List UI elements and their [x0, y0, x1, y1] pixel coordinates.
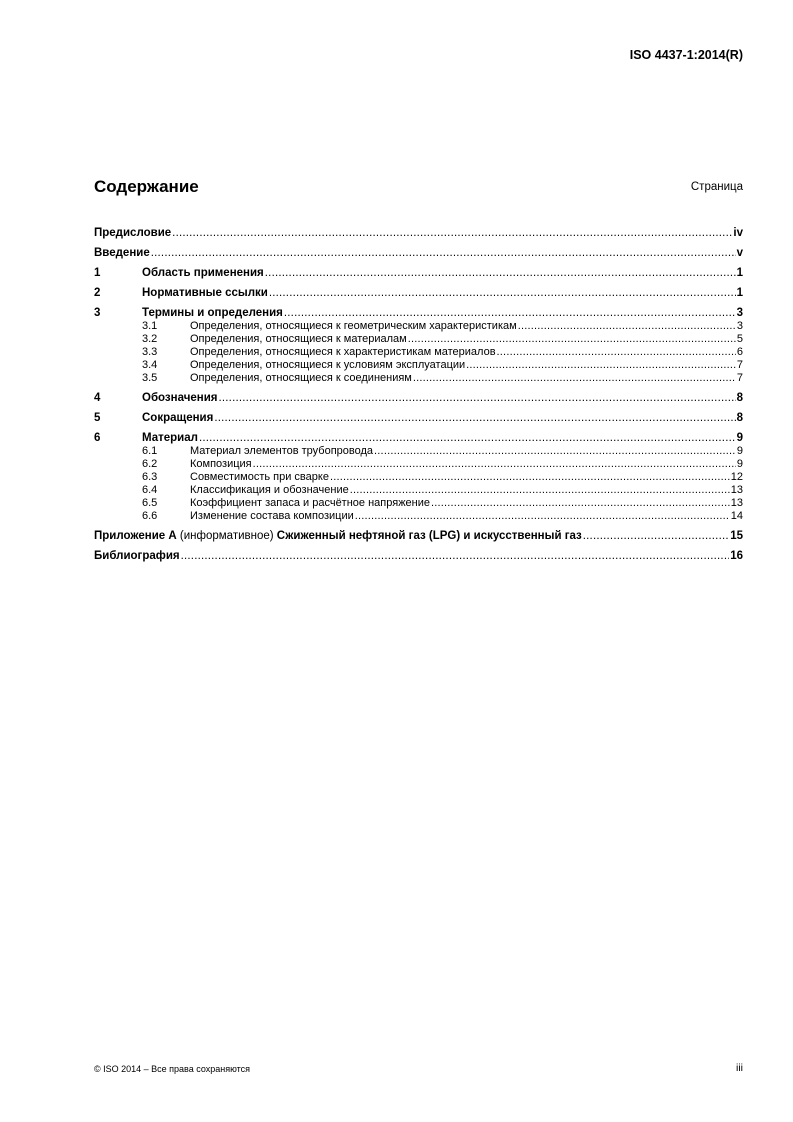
toc-entry-title: Коэффициент запаса и расчётное напряжение: [190, 497, 431, 509]
toc-entry-number: 6.2: [142, 458, 158, 470]
dot-leader: [466, 359, 736, 373]
toc-entry-page: 3: [736, 320, 743, 332]
toc-entry-section-6-2[interactable]: [94, 458, 743, 471]
toc-entry-page: 1: [736, 267, 743, 279]
toc-entry-page: 9: [736, 432, 743, 444]
dot-leader: [583, 529, 729, 543]
toc-entry-title: Определения, относящиеся к характеристикам материалов: [190, 346, 496, 358]
toc-entry-section-1[interactable]: [94, 266, 743, 280]
toc-entry-section-6-4[interactable]: [94, 484, 743, 497]
dot-leader: [199, 431, 736, 445]
dot-leader: [408, 333, 736, 347]
toc-entry-title: [94, 529, 582, 543]
toc-entry-page: 13: [730, 497, 743, 509]
toc-entry-title: Сокращения: [142, 412, 214, 424]
toc-entry-annex-a[interactable]: [94, 529, 743, 543]
annex-note: (информативное): [179, 530, 274, 542]
dot-leader: [413, 372, 736, 386]
toc-entry-number: 6: [94, 432, 101, 444]
toc-entry-title: Термины и определения: [142, 307, 283, 319]
toc-entry-number: 2: [94, 287, 101, 299]
dot-leader: [330, 471, 730, 485]
dot-leader: [518, 320, 736, 334]
dot-leader: [265, 266, 736, 280]
toc-entry-foreword[interactable]: [94, 226, 743, 240]
toc-entry-title: Классификация и обозначение: [190, 484, 349, 496]
toc-entry-title: Совместимость при сварке: [190, 471, 329, 483]
toc-entry-number: 4: [94, 392, 101, 404]
toc-entry-title: Определения, относящиеся к соединениям: [190, 372, 412, 384]
toc-heading-row: [94, 177, 743, 199]
toc-entry-page: 8: [736, 392, 743, 404]
toc-entry-title: Библиография: [94, 550, 180, 562]
toc-entry-title: Введение: [94, 247, 150, 259]
toc-entry-section-4[interactable]: [94, 391, 743, 405]
dot-leader: [355, 510, 730, 524]
annex-title: Сжиженный нефтяной газ (LPG) и искусственный газ: [276, 530, 582, 542]
table-of-contents: [94, 226, 743, 563]
dot-leader: [172, 226, 732, 240]
document-id: ISO 4437-1:2014(R): [629, 48, 743, 62]
toc-entry-number: 1: [94, 267, 101, 279]
toc-entry-page: 8: [736, 412, 743, 424]
toc-entry-section-6-1[interactable]: [94, 445, 743, 458]
toc-entry-title: Область применения: [142, 267, 264, 279]
dot-leader: [253, 458, 736, 472]
toc-entry-section-6-3[interactable]: [94, 471, 743, 484]
toc-entry-section-6-5[interactable]: [94, 497, 743, 510]
toc-entry-page: 1: [736, 287, 743, 299]
toc-entry-number: 3.2: [142, 333, 158, 345]
toc-entry-number: 6.4: [142, 484, 158, 496]
toc-entry-number: 6.1: [142, 445, 158, 457]
toc-entry-section-3-3[interactable]: [94, 346, 743, 359]
toc-entry-page: 7: [736, 359, 743, 371]
toc-entry-title: Определения, относящиеся к геометрическим характеристикам: [190, 320, 517, 332]
toc-entry-section-2[interactable]: [94, 286, 743, 300]
toc-entry-page: 3: [736, 307, 743, 319]
toc-entry-title: Определения, относящиеся к условиям эксплуатации: [190, 359, 466, 371]
footer-copyright: © ISO 2014 – Все права сохраняются: [94, 1064, 251, 1074]
dot-leader: [181, 549, 730, 563]
dot-leader: [431, 497, 730, 511]
dot-leader: [374, 445, 736, 459]
toc-entry-page: 12: [730, 471, 743, 483]
dot-leader: [219, 391, 736, 405]
dot-leader: [350, 484, 730, 498]
page-column-label: Страница: [690, 181, 743, 193]
footer-page-number: iii: [736, 1062, 743, 1074]
toc-entry-number: 6.6: [142, 510, 158, 522]
toc-entry-introduction[interactable]: [94, 246, 743, 260]
toc-entry-title: Изменение состава композиции: [190, 510, 354, 522]
toc-entry-page: 6: [736, 346, 743, 358]
toc-entry-page: 14: [730, 510, 743, 522]
toc-entry-page: 5: [736, 333, 743, 345]
toc-entry-section-6[interactable]: [94, 431, 743, 445]
toc-entry-title: Нормативные ссылки: [142, 287, 268, 299]
toc-entry-page: 13: [730, 484, 743, 496]
toc-entry-bibliography[interactable]: [94, 549, 743, 563]
toc-entry-page: iv: [733, 227, 743, 239]
toc-entry-title: Обозначения: [142, 392, 218, 404]
toc-entry-number: 5: [94, 412, 101, 424]
toc-entry-number: 3.1: [142, 320, 158, 332]
toc-entry-section-6-6[interactable]: [94, 510, 743, 523]
dot-leader: [497, 346, 736, 360]
toc-entry-title: Предисловие: [94, 227, 172, 239]
toc-entry-page: 7: [736, 372, 743, 384]
toc-entry-title: Материал: [142, 432, 198, 444]
toc-entry-page: 9: [736, 445, 743, 457]
toc-entry-number: 3.5: [142, 372, 158, 384]
toc-title: Содержание: [94, 177, 199, 196]
annex-prefix: Приложение А: [94, 530, 177, 542]
toc-entry-page: 16: [730, 550, 743, 562]
toc-entry-number: 3.3: [142, 346, 158, 358]
toc-entry-section-3-2[interactable]: [94, 333, 743, 346]
toc-entry-page: 15: [730, 530, 743, 542]
toc-entry-section-3-5[interactable]: [94, 372, 743, 385]
dot-leader: [151, 246, 736, 260]
toc-entry-section-3-4[interactable]: [94, 359, 743, 372]
toc-entry-number: 3: [94, 307, 101, 319]
toc-entry-title: Композиция: [190, 458, 252, 470]
toc-entry-title: Определения, относящиеся к материалам: [190, 333, 407, 345]
toc-entry-section-3[interactable]: [94, 306, 743, 320]
toc-entry-page: 9: [736, 458, 743, 470]
toc-entry-page: v: [736, 247, 743, 259]
toc-entry-section-3-1[interactable]: [94, 320, 743, 333]
toc-entry-title: Материал элементов трубопровода: [190, 445, 374, 457]
toc-entry-section-5[interactable]: [94, 411, 743, 425]
dot-leader: [269, 286, 736, 300]
dot-leader: [284, 306, 736, 320]
toc-entry-number: 6.3: [142, 471, 158, 483]
dot-leader: [214, 411, 735, 425]
toc-entry-number: 6.5: [142, 497, 158, 509]
toc-entry-number: 3.4: [142, 359, 158, 371]
